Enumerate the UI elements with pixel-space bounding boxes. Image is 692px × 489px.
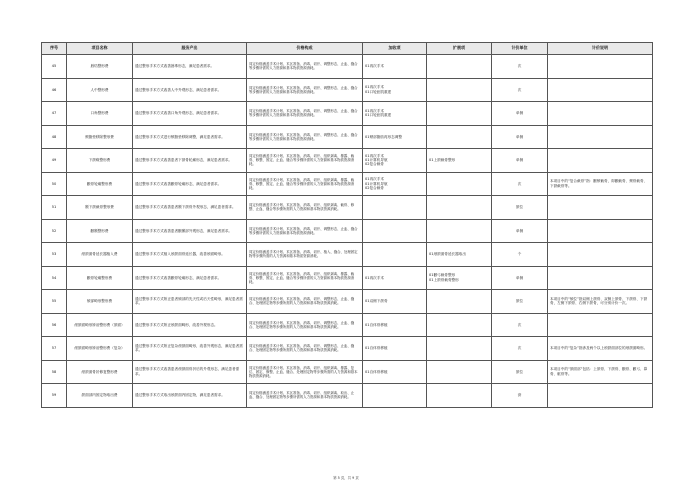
cell-extension: 01上颌截骨整形 <box>427 149 492 173</box>
cell-price-composition: 同定价格涵盖手术计划、术区准备、消毒、切开、植入、缝合、处理固定物等步骤所需的人力资源和基本物质资源消耗。 <box>247 243 363 267</box>
cell-price-composition: 同定价格涵盖手术计划、术区准备、消毒、切开、组织剥离、截骨、修整、止血、缝合等步骤所需的人力资源和基本物质资源消耗。 <box>247 196 363 220</box>
cell-item-name: 颌面部内固定物取出费 <box>67 384 133 408</box>
cell-item-name: 颊脂垫移除整形费 <box>67 125 133 149</box>
cell-seq: 57 <box>42 337 67 361</box>
table-row <box>42 337 653 361</box>
table-row <box>42 78 653 102</box>
cell-price-composition: 同定价格涵盖手术计划、术区准备、消毒、切开、组织剥离、暴露、截骨、修整、固定、止血、缝合等步骤所需的人力资源和基本物质资源消耗。 <box>247 266 363 290</box>
cell-seq: 56 <box>42 313 67 337</box>
cell-pricing-unit: 颌位 <box>492 360 548 384</box>
cell-pricing-unit: 次 <box>492 337 548 361</box>
cell-price-composition: 同定价格涵盖手术计划、术区准备、消毒、切开、调整形态、止血、缝合等步骤所需的人力资源和基本物质资源消耗。 <box>247 219 363 243</box>
cell-item-name: 口角整形费 <box>67 102 133 126</box>
cell-seq: 45 <box>42 55 67 79</box>
table-row <box>42 360 653 384</box>
cell-price-composition: 同定价格涵盖手术计划、术区准备、消毒、切开、调整形态、止血、缝合、处理固定物等步骤所需的人力资源和基本物质资源消耗。 <box>247 290 363 314</box>
table-row <box>42 102 653 126</box>
cell-service-output: 通过整形手术方式改善口角外观形态，满足患者需求。 <box>133 102 247 126</box>
cell-pricing-unit: 单侧 <box>492 102 548 126</box>
cell-pricing-note <box>548 125 653 149</box>
cell-service-output: 通过整形手术方式改善颧骨轮廓形态，满足患者需求。 <box>133 266 247 290</box>
cell-addon <box>363 219 427 243</box>
cell-item-name: 颧骨轮廓整形费 <box>67 266 133 290</box>
cell-seq: 49 <box>42 149 67 173</box>
cell-pricing-note <box>548 196 653 220</box>
cell-pricing-note <box>548 55 653 79</box>
cell-pricing-note <box>548 243 653 267</box>
cell-pricing-unit: 次 <box>492 313 548 337</box>
cell-extension <box>427 313 492 337</box>
header-addon: 加收项 <box>363 43 427 55</box>
header-pricing-unit: 计价单位 <box>492 43 548 55</box>
cell-addon <box>363 196 427 220</box>
table-row <box>42 266 653 290</box>
header-service-output: 服务产出 <box>133 43 247 55</box>
cell-addon: 01双侧下颌骨 <box>363 290 427 314</box>
cell-seq: 58 <box>42 360 67 384</box>
cell-pricing-unit: 次 <box>492 55 548 79</box>
cell-price-composition: 同定价格涵盖手术计划、术区准备、消毒、切开、调整形态、止血、缝合、处理固定物等步骤所需的人力资源和基本物质资源消耗。 <box>247 313 363 337</box>
cell-seq: 47 <box>42 102 67 126</box>
cell-item-name: 颧骨轮廓整形费 <box>67 172 133 196</box>
cell-price-composition: 同定价格涵盖手术计划、术区准备、消毒、切开、调整形态、止血、缝合等步骤所需的人力资源和基本物质资源消耗。 <box>247 125 363 149</box>
cell-seq: 50 <box>42 172 67 196</box>
cell-service-output: 通过整形手术方式矫正复杂颅颌面畸形，改善外观形态，满足患者需求。 <box>133 337 247 361</box>
cell-pricing-note: 本项目中的“复杂”指涉及两个以上颅颌面部位的颅颌面畸形。 <box>548 337 653 361</box>
cell-pricing-unit: 单侧 <box>492 266 548 290</box>
cell-price-composition: 同定价格涵盖手术计划、术区准备、消毒、切开、组织剥离、暴露、截骨、修整、固定、止血、缝合等步骤所需的人力资源和基本物质资源消耗。 <box>247 149 363 173</box>
cell-addon <box>363 243 427 267</box>
cell-addon: 01再次手术 01计算机导航 02复合截骨 <box>363 149 427 173</box>
table-row <box>42 55 653 79</box>
cell-extension <box>427 125 492 149</box>
cell-pricing-note <box>548 78 653 102</box>
cell-item-name: 颅颌面畸形矫治整形费（颌面） <box>67 313 133 337</box>
cell-price-composition: 同定价格涵盖手术计划、术区准备、消毒、切开、组织剥离、暴露、复位、固定、修整、止血、缝合、处理固定物等步骤所需的人力资源和基本物质资源消耗。 <box>247 360 363 384</box>
cell-service-output: 通过整形手术方式植入颅颌面骨延长器，改善颅面畸形。 <box>133 243 247 267</box>
cell-price-composition: 同定价格涵盖手术计划、术区准备、消毒、切开、调整形态、止血、缝合、处理固定物等步骤所需的人力资源和基本物质资源消耗。 <box>247 337 363 361</box>
cell-item-name: 颅颌面畸形矫治整形费（复杂） <box>67 337 133 361</box>
cell-service-output: 通过整形手术方式改善颧骨轮廓形态，满足患者需求。 <box>133 172 247 196</box>
cell-item-name: 下颌缘整形费 <box>67 149 133 173</box>
cell-seq: 52 <box>42 219 67 243</box>
cell-pricing-unit: 单侧 <box>492 149 548 173</box>
cell-service-output: 通过整形手术方式改善人中外观形态，满足患者需求。 <box>133 78 247 102</box>
table-header-row <box>42 43 653 55</box>
cell-service-output: 通过整形手术方式改善患者颧颞部外观形态，满足患者需求。 <box>133 219 247 243</box>
cell-pricing-note: 本项目中的“复合截骨”指：颧颊截骨，即颧截骨、颊骨截骨、下颌截骨等。 <box>548 172 653 196</box>
cell-seq: 51 <box>42 196 67 220</box>
cell-pricing-unit: 单侧 <box>492 125 548 149</box>
cell-extension <box>427 337 492 361</box>
cell-pricing-note: 本项目中的“颏位”指双侧上颌骨、双侧上颌骨、下颌骨、下颌骨，左侧下颌骨、右侧下颌骨，可分别计价一次。 <box>548 290 653 314</box>
cell-price-composition: 同定价格涵盖手术计划、术区准备、消毒、切开、组织剥离、暴露、截骨、修整、固定、止血、缝合等步骤所需的人力资源和基本物质资源消耗。 <box>247 172 363 196</box>
cell-service-output: 通过整形手术方式取出颅颌面内固定物，满足患者需求。 <box>133 384 247 408</box>
cell-seq: 53 <box>42 243 67 267</box>
cell-item-name: 颏部畸形整形费 <box>67 290 133 314</box>
cell-extension <box>427 102 492 126</box>
cell-item-name: 人中整形费 <box>67 78 133 102</box>
cell-item-name: 颞下颌截骨整形费 <box>67 196 133 220</box>
table-row <box>42 290 653 314</box>
table-row <box>42 196 653 220</box>
cell-item-name: 颅颌面骨延长器植入费 <box>67 243 133 267</box>
cell-addon: 01再次手术 01计算机导航 02复合截骨 <box>363 172 427 196</box>
cell-service-output: 通过整形手术方式矫正颅颌面畸形，改善外观形态。 <box>133 313 247 337</box>
header-seq: 序号 <box>42 43 67 55</box>
cell-item-name: 唇结整形费 <box>67 55 133 79</box>
cell-extension <box>427 55 492 79</box>
cell-extension <box>427 219 492 243</box>
cell-pricing-unit: 次 <box>492 172 548 196</box>
cell-addon: 01颊部脂肪再形态调整 <box>363 125 427 149</box>
pricing-table-container <box>41 42 652 408</box>
cell-extension <box>427 78 492 102</box>
table-row <box>42 172 653 196</box>
table-row <box>42 384 653 408</box>
cell-seq: 46 <box>42 78 67 102</box>
header-pricing-note: 计价说明 <box>548 43 653 55</box>
cell-extension <box>427 172 492 196</box>
cell-pricing-note <box>548 149 653 173</box>
cell-pricing-unit: 套 <box>492 384 548 408</box>
cell-extension: 01颧弓截骨整形 01上颌骨截骨整形 <box>427 266 492 290</box>
cell-service-output: 通过整形手术方式改善患者颞下颌骨外观形态，满足患者需求。 <box>133 196 247 220</box>
cell-service-output: 通过整形手术方式改善唇珠形态，满足患者需求。 <box>133 55 247 79</box>
cell-pricing-unit: 次 <box>492 78 548 102</box>
header-price-composition: 价格构成 <box>247 43 363 55</box>
table-row <box>42 313 653 337</box>
cell-extension <box>427 290 492 314</box>
table-row <box>42 125 653 149</box>
cell-pricing-note <box>548 219 653 243</box>
cell-seq: 48 <box>42 125 67 149</box>
cell-pricing-note <box>548 313 653 337</box>
cell-price-composition: 同定价格涵盖手术计划、术区准备、消毒、切开、调整形态、止血、缝合等步骤所需的人力资源和基本物质资源消耗。 <box>247 102 363 126</box>
cell-price-composition: 同定价格涵盖手术计划、术区准备、消毒、切开、调整形态、止血、缝合等步骤所需的人力资源和基本物质资源消耗。 <box>247 55 363 79</box>
header-item-name: 项目名称 <box>67 43 133 55</box>
pricing-table <box>41 42 653 408</box>
cell-seq: 59 <box>42 384 67 408</box>
cell-addon: 01再次手术 01口轮匝肌重建 <box>363 102 427 126</box>
cell-service-output: 通过整形手术方式改善患者下颌骨轮廓形态，满足患者需求。 <box>133 149 247 173</box>
cell-extension: 01颅颌面骨延长器取出 <box>427 243 492 267</box>
cell-addon: 01自体骨移植 <box>363 337 427 361</box>
cell-addon: 01自体骨移植 <box>363 313 427 337</box>
cell-addon: 01再次手术 <box>363 55 427 79</box>
cell-pricing-unit: 个 <box>492 243 548 267</box>
cell-pricing-note <box>548 102 653 126</box>
cell-extension <box>427 360 492 384</box>
cell-extension <box>427 384 492 408</box>
cell-addon: 01再次手术 <box>363 266 427 290</box>
cell-service-output: 通过整形手术方式改善患者颅颌面骨折后的外观形态，满足患者需求。 <box>133 360 247 384</box>
cell-extension <box>427 196 492 220</box>
table-row <box>42 149 653 173</box>
cell-item-name: 颧颞整形费 <box>67 219 133 243</box>
cell-item-name: 颅颌面骨折修复整形费 <box>67 360 133 384</box>
cell-addon: 01自体骨移植 <box>363 360 427 384</box>
cell-addon: 01再次手术 01口轮匝肌重建 <box>363 78 427 102</box>
cell-pricing-note <box>548 384 653 408</box>
cell-price-composition: 同定价格涵盖手术计划、术区准备、消毒、切开、组织剥离、取出、止血、缝合、处理固定物等步骤所需的人力资源和基本物质资源消耗。 <box>247 384 363 408</box>
page-footer: 第 5 页，共 9 页 <box>333 476 359 480</box>
table-row <box>42 243 653 267</box>
header-extension: 扩展项 <box>427 43 492 55</box>
cell-addon <box>363 384 427 408</box>
cell-service-output: 通过整形手术方式矫正患者颏部的先天性或后天性畸形，满足患者需求。 <box>133 290 247 314</box>
cell-price-composition: 同定价格涵盖手术计划、术区准备、消毒、切开、调整形态、止血、缝合等步骤所需的人力资源和基本物质资源消耗。 <box>247 78 363 102</box>
cell-pricing-unit: 颌位 <box>492 290 548 314</box>
cell-seq: 55 <box>42 290 67 314</box>
cell-pricing-note <box>548 266 653 290</box>
cell-service-output: 通过整形手术方式进行颊脂垫移除调整，满足患者需求。 <box>133 125 247 149</box>
cell-seq: 54 <box>42 266 67 290</box>
table-row <box>42 219 653 243</box>
cell-pricing-note: 本项目中的“颌面部”包括：上颌骨、下颌骨、颧骨、颧弓、鼻骨、眶骨等。 <box>548 360 653 384</box>
cell-pricing-unit: 颌位 <box>492 196 548 220</box>
cell-pricing-unit: 单侧 <box>492 219 548 243</box>
